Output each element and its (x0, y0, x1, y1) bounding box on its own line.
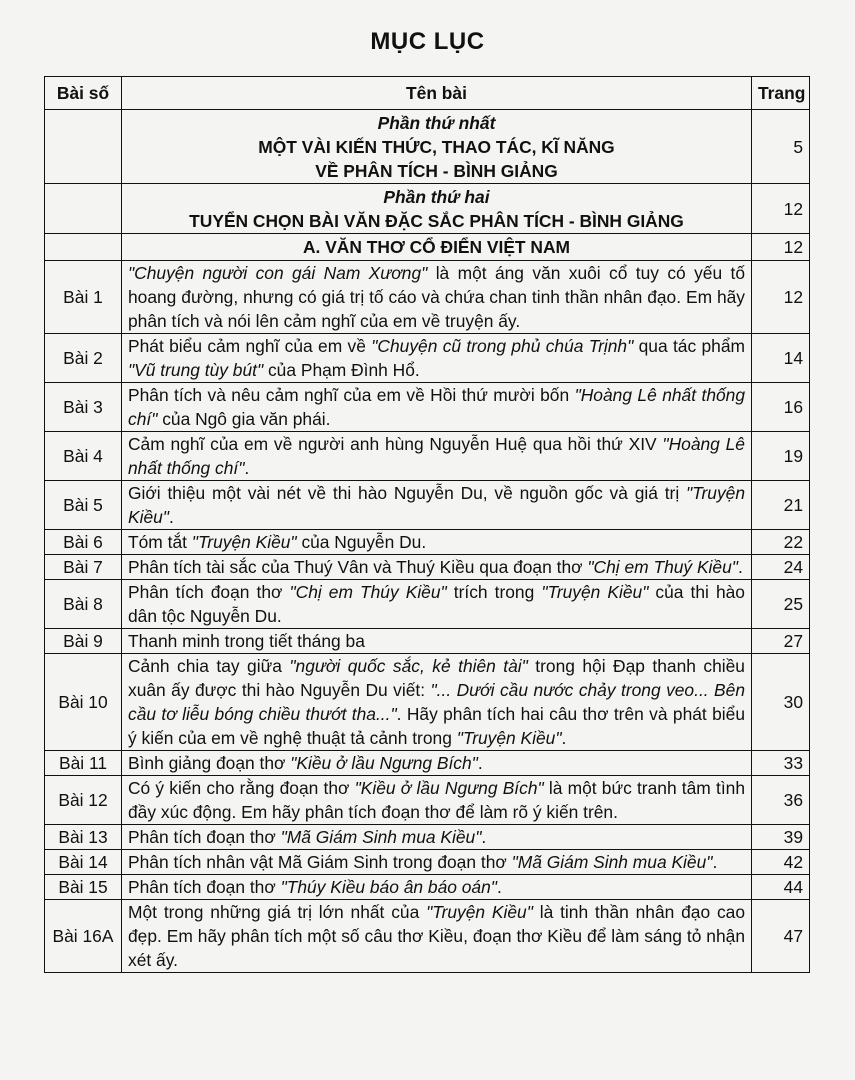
lesson-page: 21 (752, 481, 810, 530)
table-row (45, 751, 810, 776)
header-trang: Trang (752, 77, 810, 110)
lesson-page: 42 (752, 850, 810, 875)
lesson-number: Bài 8 (45, 580, 122, 629)
lesson-page: 39 (752, 825, 810, 850)
part1-row (45, 110, 810, 184)
table-row (45, 654, 810, 751)
lesson-title: "Chuyện người con gái Nam Xương" là một áng văn xuôi cổ tuy có yếu tố hoang đường, nhưng có giá trị tố cáo và chứa chan tinh thần nhân đạo. Em hãy phân tích và nói lên cảm nghĩ của em về truyện ấy. (122, 261, 752, 334)
lesson-number: Bài 2 (45, 334, 122, 383)
lesson-page: 14 (752, 334, 810, 383)
lesson-page: 16 (752, 383, 810, 432)
part1-label: Phần thứ nhất (377, 112, 496, 133)
lesson-title: Cảm nghĩ của em về người anh hùng Nguyễn Huệ qua hồi thứ XIV "Hoàng Lê nhất thống chí". (122, 432, 752, 481)
lesson-number: Bài 5 (45, 481, 122, 530)
table-row (45, 261, 810, 334)
table-row (45, 432, 810, 481)
lesson-page: 22 (752, 530, 810, 555)
part2-line1: TUYỂN CHỌN BÀI VĂN ĐẶC SẮC PHÂN TÍCH - BÌNH GIẢNG (189, 210, 684, 231)
lesson-number: Bài 3 (45, 383, 122, 432)
lesson-page: 30 (752, 654, 810, 751)
table-row (45, 530, 810, 555)
table-row (45, 825, 810, 850)
lesson-title: Giới thiệu một vài nét về thi hào Nguyễn Du, về nguồn gốc và giá trị "Truyện Kiều". (122, 481, 752, 530)
sectionA-label: A. VĂN THƠ CỔ ĐIỂN VIỆT NAM (122, 234, 752, 261)
lesson-page: 44 (752, 875, 810, 900)
lesson-title: Phát biểu cảm nghĩ của em về "Chuyện cũ trong phủ chúa Trịnh" qua tác phẩm "Vũ trung tùy bút" của Phạm Đình Hổ. (122, 334, 752, 383)
lesson-page: 36 (752, 776, 810, 825)
lesson-title: Một trong những giá trị lớn nhất của "Truyện Kiều" là tinh thần nhân đạo cao đẹp. Em hãy phân tích một số câu thơ Kiều, đoạn thơ Kiều để làm sáng tỏ nhận xét ấy. (122, 900, 752, 973)
lesson-page: 24 (752, 555, 810, 580)
lesson-number: Bài 13 (45, 825, 122, 850)
lesson-number: Bài 11 (45, 751, 122, 776)
lesson-title: Phân tích đoạn thơ "Thúy Kiều báo ân báo oán". (122, 875, 752, 900)
lesson-number: Bài 1 (45, 261, 122, 334)
sectionA-page: 12 (752, 234, 810, 261)
table-row (45, 383, 810, 432)
lesson-title: Phân tích đoạn thơ "Chị em Thúy Kiều" trích trong "Truyện Kiều" của thi hào dân tộc Nguyễn Du. (122, 580, 752, 629)
sectionA-row (45, 234, 810, 261)
lesson-number: Bài 7 (45, 555, 122, 580)
part2-row (45, 184, 810, 234)
table-row (45, 875, 810, 900)
lesson-number: Bài 15 (45, 875, 122, 900)
table-row (45, 481, 810, 530)
table-row (45, 334, 810, 383)
table-row (45, 629, 810, 654)
lesson-number: Bài 9 (45, 629, 122, 654)
table-row (45, 555, 810, 580)
toc-table (44, 76, 810, 973)
header-so: Bài số (45, 77, 122, 110)
part1-line2: VỀ PHÂN TÍCH - BÌNH GIẢNG (315, 160, 558, 181)
lesson-page: 25 (752, 580, 810, 629)
lesson-number: Bài 14 (45, 850, 122, 875)
lesson-title: Phân tích tài sắc của Thuý Vân và Thuý Kiều qua đoạn thơ "Chị em Thuý Kiều". (122, 555, 752, 580)
lesson-number: Bài 10 (45, 654, 122, 751)
lesson-number: Bài 12 (45, 776, 122, 825)
lesson-page: 47 (752, 900, 810, 973)
lesson-page: 33 (752, 751, 810, 776)
lesson-title: Cảnh chia tay giữa "người quốc sắc, kẻ thiên tài" trong hội Đạp thanh chiều xuân ấy được thi hào Nguyễn Du viết: "... Dưới cầu nước chảy trong veo... Bên cầu tơ liễu bóng chiều thướt tha...". Hãy phân tích hai câu thơ trên và phát biểu ý kiến của em về nghệ thuật tả cảnh trong "Truyện Kiều". (122, 654, 752, 751)
lesson-title: Tóm tắt "Truyện Kiều" của Nguyễn Du. (122, 530, 752, 555)
table-row (45, 900, 810, 973)
part1-page: 5 (752, 110, 810, 184)
lesson-title: Bình giảng đoạn thơ "Kiều ở lầu Ngưng Bích". (122, 751, 752, 776)
page-title: MỤC LỤC (370, 28, 485, 55)
lesson-page: 27 (752, 629, 810, 654)
header-ten: Tên bài (122, 77, 752, 110)
table-row (45, 850, 810, 875)
lesson-page: 19 (752, 432, 810, 481)
lesson-title: Phân tích và nêu cảm nghĩ của em về Hồi thứ mười bốn "Hoàng Lê nhất thống chí" của Ngô gia văn phái. (122, 383, 752, 432)
header-row (45, 77, 810, 110)
part2-page: 12 (752, 184, 810, 234)
lesson-title: Phân tích nhân vật Mã Giám Sinh trong đoạn thơ "Mã Giám Sinh mua Kiều". (122, 850, 752, 875)
lesson-page: 12 (752, 261, 810, 334)
lesson-title: Thanh minh trong tiết tháng ba (122, 629, 752, 654)
lesson-title: Có ý kiến cho rằng đoạn thơ "Kiều ở lầu Ngưng Bích" là một bức tranh tâm tình đầy xúc động. Em hãy phân tích đoạn thơ để làm rõ ý kiến trên. (122, 776, 752, 825)
part2-label: Phần thứ hai (383, 186, 490, 207)
lesson-number: Bài 6 (45, 530, 122, 555)
table-row (45, 580, 810, 629)
lesson-number: Bài 4 (45, 432, 122, 481)
lesson-number: Bài 16A (45, 900, 122, 973)
lesson-title: Phân tích đoạn thơ "Mã Giám Sinh mua Kiều". (122, 825, 752, 850)
table-row (45, 776, 810, 825)
part1-line1: MỘT VÀI KIẾN THỨC, THAO TÁC, KĨ NĂNG (258, 136, 615, 157)
